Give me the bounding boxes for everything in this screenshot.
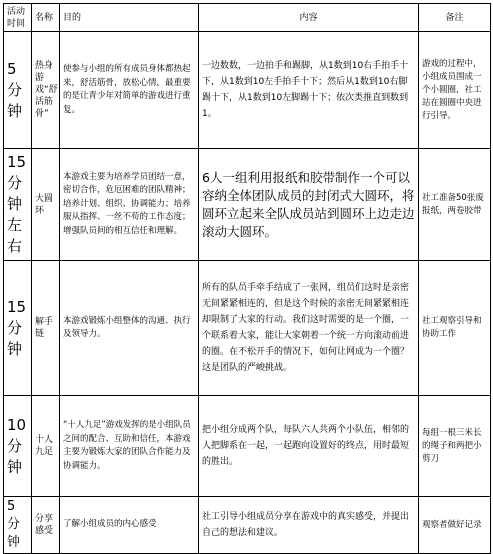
row-content: 6人一组利用报纸和胶带制作一个可以容纳全体团队成员的封闭式大圆环，将圆环立起来全队成员站到圆环上边走边滚动大圆环。 (199, 149, 419, 261)
table-row (4, 32, 491, 149)
row-activity-name: 十人九足 (32, 396, 60, 497)
row-activity-name: 分享感受 (32, 497, 60, 554)
row-goal: 使参与小组的所有成员身体都热起来，舒活筋骨，放松心情，最重要的是让青少年对简单的游戏进行重复。 (60, 32, 199, 149)
table-header-row (4, 4, 491, 32)
table-row (4, 396, 491, 497)
row-note: 观察者做好记录 (419, 497, 491, 554)
row-time: 5分钟 (4, 497, 32, 554)
header-note: 备注 (419, 4, 491, 32)
header-name: 名称 (32, 4, 60, 32)
row-content: 所有的队员手牵手结成了一张网，组员们这时是亲密无间紧紧相连的，但是这个时候的亲密无间紧紧相连却限制了大家的行动。我们这时需要的是一个圈，一个联系着大家，能让大家朝着一个统一方向滚动前进的圈。在不松开手的情况下，如何让网成为一个圈？这是团队的严峻挑战。 (199, 261, 419, 396)
row-activity-name: 大圆环 (32, 149, 60, 261)
row-note: 游戏的过程中，小组成员围成一个小圆圈，社工站在圆圈中央进行引导。 (419, 32, 491, 149)
row-note: 社工观察引导和协助工作 (419, 261, 491, 396)
row-goal: “十人九足”游戏发挥的是小组队员之间的配合、互助和信任，本游戏主要为锻炼大家的团队合作能力及协调能力。 (60, 396, 199, 497)
row-activity-name: 热身游戏“舒活筋骨” (32, 32, 60, 149)
header-content: 内容 (199, 4, 419, 32)
header-time: 活动时间 (4, 4, 32, 32)
row-goal: 本游戏锻炼小组整体的沟通、执行及领导力。 (60, 261, 199, 396)
activity-plan-table (3, 3, 491, 554)
row-goal: 了解小组成员的内心感受 (60, 497, 199, 554)
table-row (4, 149, 491, 261)
row-content: 社工引导小组成员分享在游戏中的真实感受，并提出自己的想法和建议。 (199, 497, 419, 554)
row-content: 把小组分成两个队，每队六人共两个小队伍，相邻的人把脚系在一起，一起跑向设置好的终点，用时最短的胜出。 (199, 396, 419, 497)
row-time: 15分钟左右 (4, 149, 32, 261)
row-time: 15分钟 (4, 261, 32, 396)
row-note: 社工准备50张废报纸，两卷胶带 (419, 149, 491, 261)
row-time: 5分钟 (4, 32, 32, 149)
row-note: 每组一根三米长的绳子和两把小剪刀 (419, 396, 491, 497)
table-row (4, 497, 491, 554)
row-activity-name: 解手链 (32, 261, 60, 396)
table-row (4, 261, 491, 396)
header-goal: 目的 (60, 4, 199, 32)
row-content: 一边数数，一边拍手和踢脚，从1数到10右手拍手十下，从1数到10左手拍手十下；然后从1数到10右脚踢十下，从1数到10左脚踢十下；依次类推直到数到1。 (199, 32, 419, 149)
row-goal: 本游戏主要为培养学员团结一意，密切合作，危厄困难的团队精神；培养计划、组织、协调能力；培养服从指挥、一丝不苟的工作态度；增强队员间的相互信任和理解。 (60, 149, 199, 261)
row-time: 10分钟 (4, 396, 32, 497)
